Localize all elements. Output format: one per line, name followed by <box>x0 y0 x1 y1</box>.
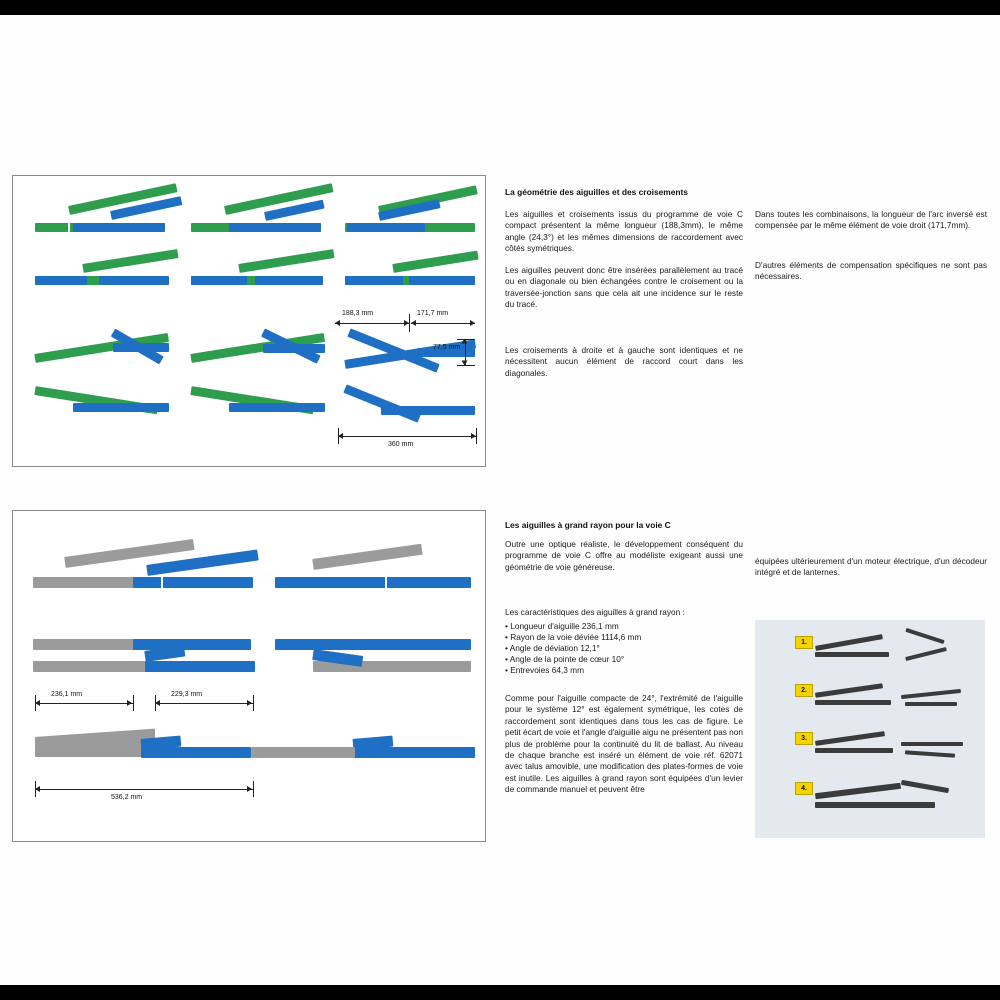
product-photo <box>755 620 985 838</box>
dimension-label-536: 536,2 mm <box>111 794 143 801</box>
dimension-label-171: 171,7 mm <box>417 310 449 317</box>
dimension-line-360 <box>338 436 476 437</box>
photo-label-2: 2. <box>795 684 813 697</box>
diagram-panel-bottom <box>12 510 486 842</box>
dimension-label-188: 188,3 mm <box>342 310 374 317</box>
dimension-label-77: 77,5 mm <box>433 344 461 351</box>
bottom-col1-p2: Les caractéristiques des aiguilles à grand rayon : <box>505 607 685 617</box>
top-col1-p3: Les croisements à droite et à gauche sont identiques et ne nécessitent aucun élément de raccord court dans les diagonales. <box>505 345 743 378</box>
section-heading-top: La géométrie des aiguilles et des croisements <box>505 187 688 197</box>
section-heading-bottom: Les aiguilles à grand rayon pour la voie C <box>505 520 671 530</box>
bullet-2: • Rayon de la voie déviée 1114,6 mm <box>505 632 642 642</box>
bullet-4: • Angle de la pointe de cœur 10° <box>505 654 625 664</box>
dimension-line-188 <box>335 323 409 324</box>
bullet-1: • Longueur d'aiguille 236,1 mm <box>505 621 619 631</box>
page-canvas <box>0 15 1000 985</box>
dimension-line-229 <box>155 703 253 704</box>
dimension-label-360: 360 mm <box>388 441 414 448</box>
photo-label-3: 3. <box>795 732 813 745</box>
top-col1-p2: Les aiguilles peuvent donc être insérées parallèlement au tracé ou en diagonale ou bien échangées contre le croisement ou la traversée-jonction sans que cela ait une incidence sur le reste du tracé. <box>505 265 743 310</box>
bullet-5: • Entrevoies 64,3 mm <box>505 665 584 675</box>
top-col1-p1: Les aiguilles et croisements issus du programme de voie C compact présentent la même longueur (188,3mm), le même angle (24,3°) et les mêmes dimensions de raccordement avec côtés symétriques. <box>505 209 743 254</box>
photo-label-1: 1. <box>795 636 813 649</box>
top-col2-p1: Dans toutes les combinaisons, la longueur de l'arc inversé est compensée par le même élément de voie droit (171,7mm). <box>755 209 987 231</box>
dimension-line-536 <box>35 789 253 790</box>
dimension-arrow-left <box>335 320 340 326</box>
dimension-line-236 <box>35 703 133 704</box>
bottom-col2-p1: équipées ultérieurement d'un moteur électrique, d'un décodeur intégré et de lanternes. <box>755 556 987 578</box>
photo-label-4: 4. <box>795 782 813 795</box>
bottom-col1-p1: Outre une optique réaliste, le développement conséquent du programme de voie C offre au modéliste exigeant aussi une géométrie de voie généreuse. <box>505 539 743 572</box>
bottom-col1-continued: Comme pour l'aiguille compacte de 24°, l'extrémité de l'aiguille pour le système 12° est également symétrique, les cotes de raccordement sont identiques dans tous les cas de figure. Le petit écart de voie et l'angle d'aiguille aigu ne présentent pas non plus de problème pour la continuité du lit de ballast. Au niveau de chaque branche est inséré un élément de voie réf. 62071 avec talus amovible, une modification des plates-formes de voie est inutile. Les aiguilles à grand rayon sont équipées d'un levier de commande manuel et peuvent être <box>505 693 743 795</box>
diagram-panel-top <box>12 175 486 467</box>
dimension-label-236: 236,1 mm <box>51 691 83 698</box>
dimension-line-171 <box>411 323 475 324</box>
bullet-3: • Angle de déviation 12,1° <box>505 643 600 653</box>
top-col2-p2: D'autres éléments de compensation spécifiques ne sont pas nécessaires. <box>755 260 987 282</box>
dimension-label-229: 229,3 mm <box>171 691 203 698</box>
